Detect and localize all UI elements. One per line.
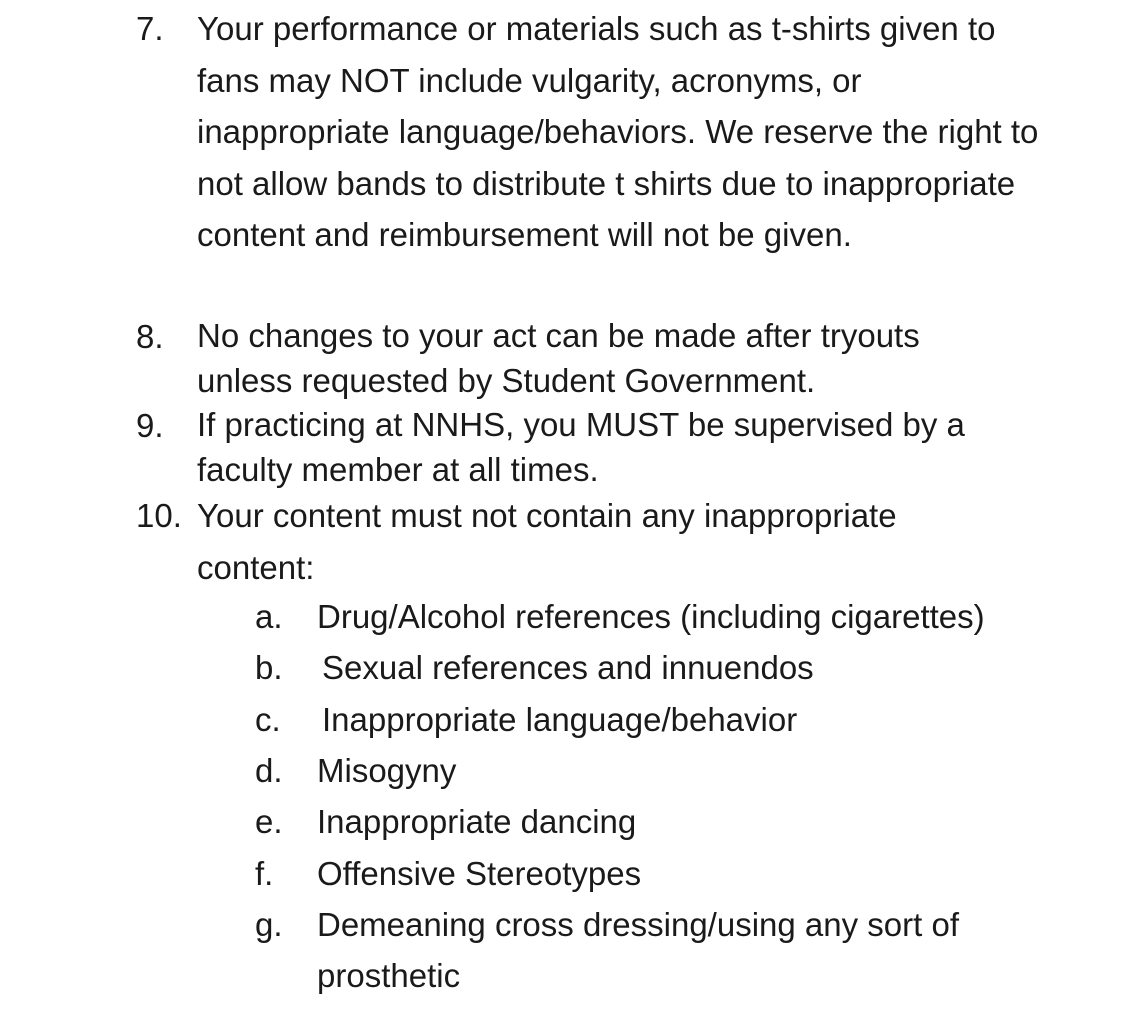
sub-list-item (0, 796, 1125, 847)
sub-list-letter: d. (255, 752, 283, 789)
sub-list-item (0, 848, 1125, 899)
sub-list-letter: a. (255, 598, 283, 635)
sub-list-text: Inappropriate language/behavior (322, 701, 798, 738)
sub-list-item (0, 745, 1125, 796)
list-number: 8. (136, 318, 164, 355)
list-number: 7. (136, 10, 164, 47)
sub-list-letter: g. (255, 906, 283, 943)
sub-list-item (0, 642, 1125, 693)
list-item-text: Your content must not contain any inappropriate content: (197, 497, 897, 586)
sub-list-text: Drug/Alcohol references (including cigarettes) (317, 598, 985, 635)
sub-list-text: Inappropriate dancing (317, 803, 637, 840)
list-item-text: No changes to your act can be made after tryouts unless requested by Student Government. (197, 317, 920, 399)
list-number: 9. (136, 407, 164, 444)
list-item-text: If practicing at NNHS, you MUST be supervised by a faculty member at all times. (197, 406, 965, 488)
sub-list-item (0, 694, 1125, 745)
list-item-text: Your performance or materials such as t-shirts given to fans may NOT include vulgarity, acronyms, or inappropriate language/behaviors. We reserve the right to not allow bands to distribute t shirts due to inappropriate content and reimbursement will not be given. (197, 10, 1039, 253)
sub-list-letter: b. (255, 649, 283, 686)
sub-list-letter: e. (255, 803, 283, 840)
sub-list-letter: c. (255, 701, 281, 738)
sub-list-letter: f. (255, 855, 274, 892)
sub-list-item (0, 591, 1125, 642)
sub-list-text: Demeaning cross dressing/using any sort of prosthetic (317, 906, 959, 994)
sub-list-text: Misogyny (317, 752, 457, 789)
sub-list-item (0, 899, 1125, 1001)
sub-list-text: Offensive Stereotypes (317, 855, 642, 892)
list-number: 10. (136, 497, 182, 534)
sub-list-text: Sexual references and innuendos (322, 649, 814, 686)
